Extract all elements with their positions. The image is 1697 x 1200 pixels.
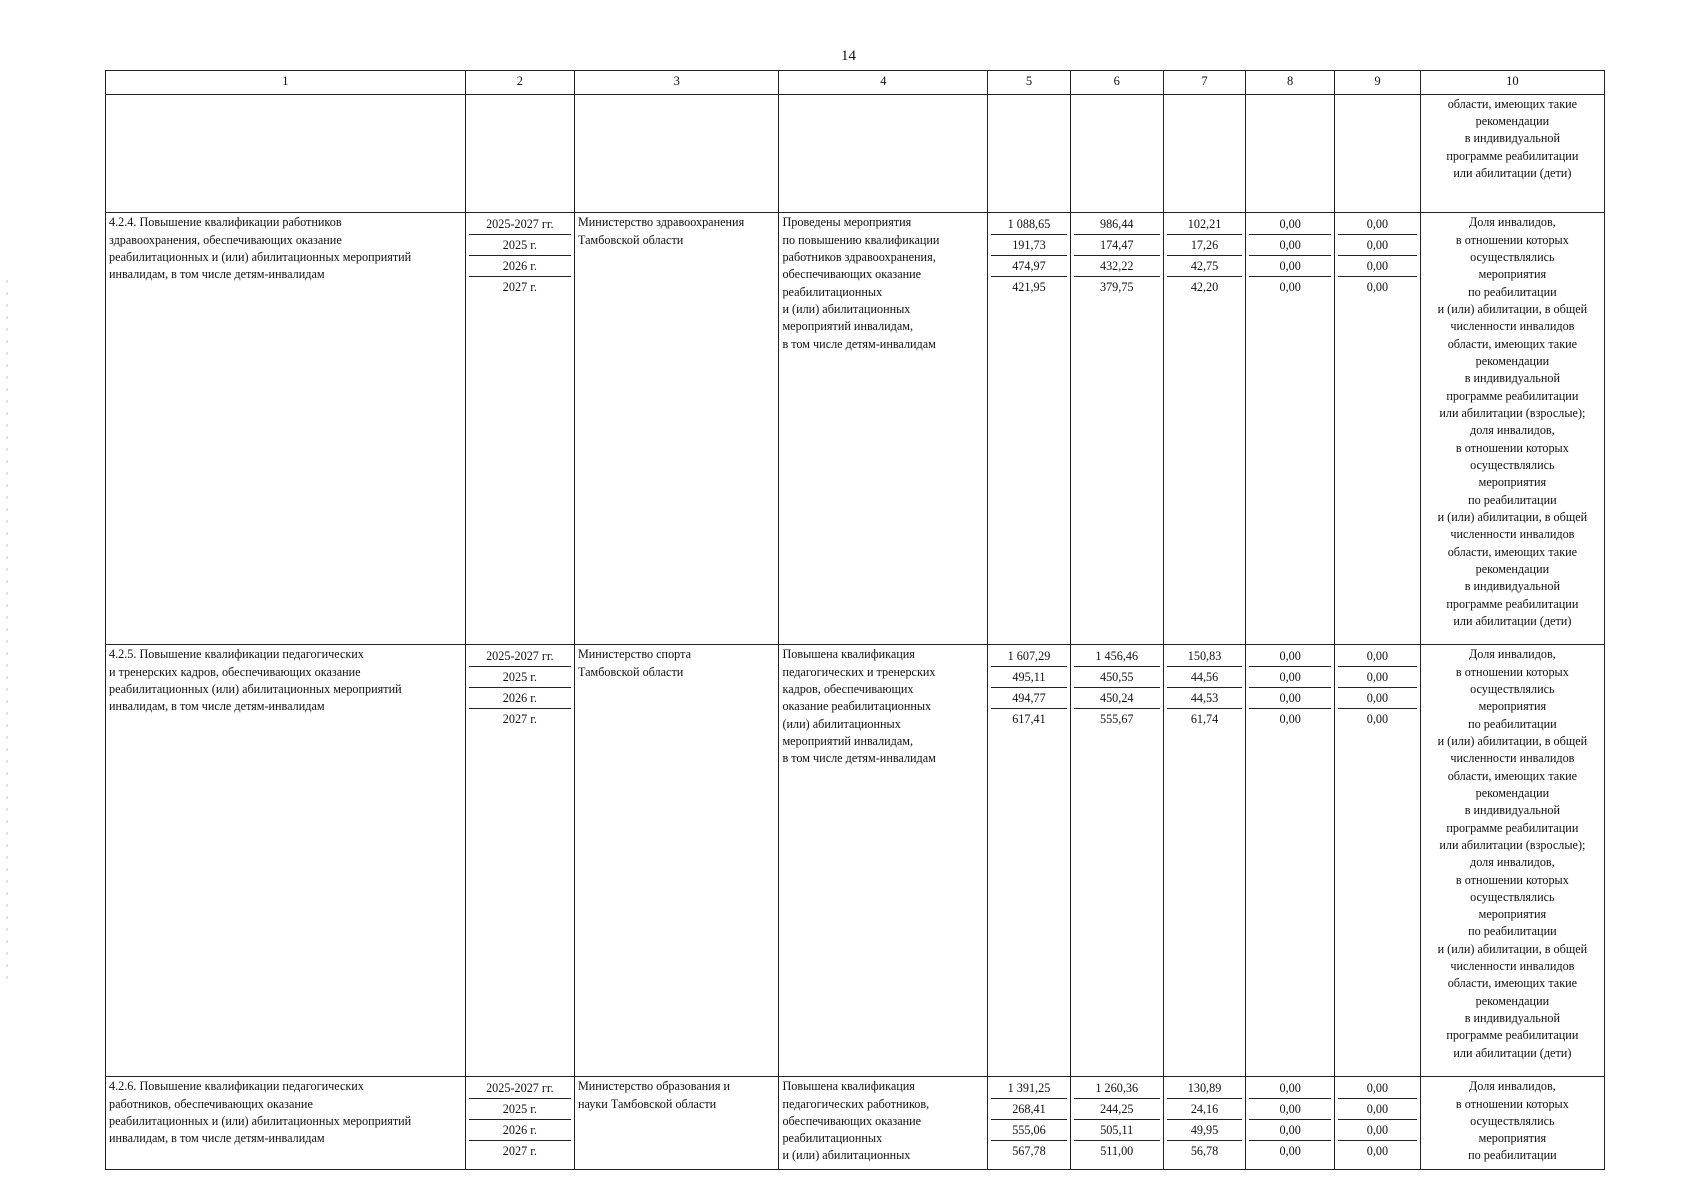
result-cell (779, 645, 988, 1077)
funding-value: 0,00 (1338, 667, 1417, 688)
indicator-line: мероприятия (1478, 907, 1547, 922)
funding-value: 0,00 (1249, 646, 1331, 667)
indicator-line: области, имеющих такие (1447, 96, 1578, 111)
indicator-line: области, имеющих такие (1447, 544, 1578, 559)
executor-line: науки Тамбовской области (577, 1096, 717, 1111)
indicator-line: программе реабилитации (1446, 388, 1579, 403)
funding-cell-7 (1163, 213, 1245, 645)
indicator-line: численности инвалидов (1450, 959, 1575, 974)
indicator-line: доля инвалидов, (1470, 855, 1555, 870)
indicator-line: численности инвалидов (1450, 527, 1575, 542)
indicator-cell (1420, 213, 1604, 645)
result-cell (779, 1077, 988, 1170)
funding-value: 150,83 (1167, 646, 1242, 667)
result-line: оказание реабилитационных (782, 699, 932, 714)
indicator-line: мероприятия (1478, 699, 1547, 714)
result-line: обеспечивающих оказание (782, 267, 922, 282)
funding-value: 0,00 (1338, 688, 1417, 709)
indicator-line: и (или) абилитации, в общей (1437, 301, 1588, 316)
funding-value: 495,11 (991, 667, 1066, 688)
executor-cell (574, 645, 779, 1077)
funding-value: 0,00 (1338, 1099, 1417, 1120)
result-line: реабилитационных (782, 1131, 883, 1146)
funding-cell-8 (1246, 645, 1335, 1077)
result-line: педагогических и тренерских (782, 664, 936, 679)
indicator-line: рекомендации (1475, 561, 1550, 576)
executor-cell (574, 213, 779, 645)
result-line: Повышена квалификация (782, 647, 915, 662)
indicator-line: или абилитации (дети) (1453, 166, 1572, 181)
indicator-line: в отношении которых (1455, 872, 1569, 887)
indicator-line: программе реабилитации (1446, 1028, 1579, 1043)
funding-value: 0,00 (1338, 1120, 1417, 1141)
period-value: 2025-2027 гг. (469, 1078, 571, 1099)
indicator-line: и (или) абилитации, в общей (1437, 733, 1588, 748)
result-line: и (или) абилитационных (782, 1148, 911, 1163)
funding-value: 450,55 (1074, 667, 1160, 688)
funding-value: 986,44 (1074, 214, 1160, 235)
funding-cell-6 (1070, 645, 1163, 1077)
funding-value: 450,24 (1074, 688, 1160, 709)
funding-value: 432,22 (1074, 256, 1160, 277)
activity-row-4-2-6 (106, 1077, 1605, 1170)
indicator-line: рекомендации (1475, 993, 1550, 1008)
executor-line: Тамбовской области (577, 232, 684, 247)
indicator-line: или абилитации (дети) (1453, 613, 1572, 628)
funding-value: 191,73 (991, 235, 1066, 256)
funding-value: 379,75 (1099, 280, 1134, 295)
result-line: кадров, обеспечивающих (782, 681, 914, 696)
indicator-line: осуществлялись (1470, 249, 1555, 264)
funding-value: 0,00 (1249, 667, 1331, 688)
funding-value: 244,25 (1074, 1099, 1160, 1120)
funding-value: 474,97 (991, 256, 1066, 277)
indicator-line: численности инвалидов (1450, 751, 1575, 766)
result-line: в том числе детям-инвалидам (782, 751, 936, 766)
program-table (105, 70, 1605, 1170)
period-value: 2026 г. (469, 256, 571, 277)
funding-value: 0,00 (1338, 256, 1417, 277)
period-value: 2025 г. (469, 667, 571, 688)
funding-value: 0,00 (1279, 712, 1301, 727)
page-number: 14 (841, 48, 856, 64)
funding-value: 1 088,65 (991, 214, 1066, 235)
column-number-9: 9 (1335, 71, 1421, 95)
period-value: 2026 г. (469, 688, 571, 709)
result-line: работников здравоохранения, (782, 249, 936, 264)
indicator-line: в отношении которых (1455, 440, 1569, 455)
funding-cell-9 (1335, 213, 1421, 645)
funding-value: 24,16 (1167, 1099, 1242, 1120)
result-line: мероприятий инвалидам, (782, 733, 914, 748)
column-number-2: 2 (465, 71, 574, 95)
funding-value: 494,77 (991, 688, 1066, 709)
period-value: 2025-2027 гг. (469, 646, 571, 667)
indicator-line: программе реабилитации (1446, 148, 1579, 163)
funding-value: 0,00 (1249, 214, 1331, 235)
funding-value: 0,00 (1366, 280, 1389, 295)
result-line: Повышена квалификация (782, 1079, 915, 1094)
indicator-line: мероприятия (1478, 267, 1547, 282)
indicator-line: осуществлялись (1470, 1113, 1555, 1128)
funding-value: 1 607,29 (991, 646, 1066, 667)
activity-row-4-2-4 (106, 213, 1605, 645)
result-line: по повышению квалификации (782, 232, 940, 247)
executor-cell (574, 1077, 779, 1170)
activity-title-line: 4.2.5. Повышение квалификации педагогических (109, 647, 364, 662)
funding-value: 505,11 (1074, 1120, 1160, 1141)
column-number-7: 7 (1163, 71, 1245, 95)
funding-value: 0,00 (1366, 1144, 1389, 1159)
column-number-6: 6 (1070, 71, 1163, 95)
funding-cell-9 (1335, 645, 1421, 1077)
indicator-line: области, имеющих такие (1447, 336, 1578, 351)
funding-value: 567,78 (1012, 1144, 1046, 1159)
activity-rows (106, 213, 1605, 1170)
executor-line: Министерство здравоохранения (577, 215, 745, 230)
activity-title-line: здравоохранения, обеспечивающих оказание (109, 232, 342, 247)
indicator-line: рекомендации (1475, 785, 1550, 800)
indicator-line: по реабилитации (1468, 492, 1557, 507)
funding-cell-7 (1163, 645, 1245, 1077)
funding-value: 17,26 (1167, 235, 1242, 256)
result-line: мероприятий инвалидам, (782, 319, 914, 334)
indicator-line: или абилитации (дети) (1453, 1045, 1572, 1060)
funding-value: 555,67 (1099, 712, 1134, 727)
funding-value: 0,00 (1249, 1120, 1331, 1141)
indicator-line: по реабилитации (1468, 716, 1557, 731)
funding-value: 1 456,46 (1074, 646, 1160, 667)
executor-line: Министерство образования и (577, 1079, 730, 1094)
activity-row-4-2-5 (106, 645, 1605, 1077)
funding-value: 0,00 (1338, 214, 1417, 235)
indicator-line: области, имеющих такие (1447, 768, 1578, 783)
indicator-line: в отношении которых (1455, 664, 1569, 679)
funding-value: 61,74 (1190, 712, 1219, 727)
column-number-1: 1 (106, 71, 466, 95)
executor-line: Министерство спорта (577, 647, 691, 662)
indicator-line: осуществлялись (1470, 681, 1555, 696)
indicator-line: по реабилитации (1468, 1148, 1557, 1163)
period-value: 2025 г. (469, 1099, 571, 1120)
funding-value: 174,47 (1074, 235, 1160, 256)
result-line: педагогических работников, (782, 1096, 930, 1111)
activity-title-line: реабилитационных и (или) абилитационных мероприятий (109, 1113, 412, 1128)
funding-value: 511,00 (1100, 1144, 1134, 1159)
indicator-line: Доля инвалидов, (1468, 647, 1556, 662)
funding-value: 268,41 (991, 1099, 1066, 1120)
period-value: 2027 г. (502, 712, 537, 727)
column-number-8: 8 (1246, 71, 1335, 95)
result-cell (779, 213, 988, 645)
activity-title-line: и тренерских кадров, обеспечивающих оказание (109, 664, 361, 679)
indicator-line: в индивидуальной (1464, 579, 1561, 594)
funding-value: 0,00 (1366, 712, 1389, 727)
funding-value: 0,00 (1249, 256, 1331, 277)
activity-title-line: реабилитационных (или) абилитационных мероприятий (109, 681, 402, 696)
column-number-4: 4 (779, 71, 988, 95)
funding-value: 0,00 (1338, 235, 1417, 256)
funding-value: 102,21 (1167, 214, 1242, 235)
activity-title-cell (106, 1077, 466, 1170)
activity-title-line: инвалидам, в том числе детям-инвалидам (109, 1131, 325, 1146)
activity-title-cell (106, 645, 466, 1077)
column-number-header-row (106, 71, 1605, 95)
period-value: 2025 г. (469, 235, 571, 256)
funding-value: 42,75 (1167, 256, 1242, 277)
period-value: 2026 г. (469, 1120, 571, 1141)
indicator-line: по реабилитации (1468, 924, 1557, 939)
indicator-line: программе реабилитации (1446, 820, 1579, 835)
funding-value: 0,00 (1249, 235, 1331, 256)
funding-cell-9 (1335, 1077, 1421, 1170)
indicator-line: осуществлялись (1470, 889, 1555, 904)
funding-value: 130,89 (1167, 1078, 1242, 1099)
indicator-line: осуществлялись (1470, 457, 1555, 472)
activity-title-line: 4.2.4. Повышение квалификации работников (109, 215, 342, 230)
period-value: 2025-2027 гг. (469, 214, 571, 235)
executor-line: Тамбовской области (577, 664, 684, 679)
activity-title-cell (106, 213, 466, 645)
indicator-line: или абилитации (взрослые); (1439, 837, 1586, 852)
activity-title-line: инвалидам, в том числе детям-инвалидам (109, 699, 325, 714)
period-value: 2027 г. (502, 1144, 537, 1159)
indicator-line: и (или) абилитации, в общей (1437, 509, 1588, 524)
activity-title-line: реабилитационных и (или) абилитационных мероприятий (109, 249, 412, 264)
continuation-row (106, 94, 1605, 213)
funding-value: 0,00 (1249, 1099, 1331, 1120)
funding-value: 0,00 (1338, 1078, 1417, 1099)
funding-value: 0,00 (1249, 688, 1331, 709)
indicator-line: численности инвалидов (1450, 319, 1575, 334)
funding-cell-5 (988, 645, 1070, 1077)
indicator-line: доля инвалидов, (1470, 423, 1555, 438)
result-line: и (или) абилитационных (782, 301, 911, 316)
column-number-10: 10 (1420, 71, 1604, 95)
funding-cell-6 (1070, 213, 1163, 645)
indicator-line: рекомендации (1475, 353, 1550, 368)
funding-value: 56,78 (1190, 1144, 1219, 1159)
period-value: 2027 г. (502, 280, 537, 295)
indicator-line: в индивидуальной (1464, 131, 1561, 146)
indicator-cell (1420, 1077, 1604, 1170)
scan-edge-artifact (6, 280, 8, 980)
funding-value: 617,41 (1012, 712, 1046, 727)
indicator-line: программе реабилитации (1446, 596, 1579, 611)
funding-value: 0,00 (1249, 1078, 1331, 1099)
indicator-line: Доля инвалидов, (1468, 215, 1556, 230)
continued-indicator-cell (1420, 94, 1604, 213)
period-cell (465, 1077, 574, 1170)
result-line: в том числе детям-инвалидам (782, 336, 936, 351)
column-number-5: 5 (988, 71, 1070, 95)
activity-title-line: инвалидам, в том числе детям-инвалидам (109, 267, 325, 282)
period-cell (465, 213, 574, 645)
result-line: реабилитационных (782, 284, 883, 299)
funding-value: 0,00 (1279, 280, 1301, 295)
funding-value: 1 260,36 (1074, 1078, 1160, 1099)
funding-value: 1 391,25 (991, 1078, 1066, 1099)
result-line: обеспечивающих оказание (782, 1113, 922, 1128)
funding-value: 555,06 (991, 1120, 1066, 1141)
indicator-line: в отношении которых (1455, 232, 1569, 247)
indicator-line: в индивидуальной (1464, 803, 1561, 818)
funding-value: 49,95 (1167, 1120, 1242, 1141)
result-line: Проведены мероприятия (782, 215, 912, 230)
funding-cell-6 (1070, 1077, 1163, 1170)
funding-cell-8 (1246, 213, 1335, 645)
activity-title-line: работников, обеспечивающих оказание (109, 1096, 313, 1111)
indicator-line: по реабилитации (1468, 284, 1557, 299)
column-number-3: 3 (574, 71, 779, 95)
indicator-line: области, имеющих такие (1447, 976, 1578, 991)
indicator-line: в отношении которых (1455, 1096, 1569, 1111)
indicator-line: мероприятия (1478, 1131, 1547, 1146)
funding-cell-7 (1163, 1077, 1245, 1170)
funding-cell-5 (988, 1077, 1070, 1170)
result-line: (или) абилитационных (782, 716, 901, 731)
funding-value: 421,95 (1012, 280, 1046, 295)
funding-value: 0,00 (1338, 646, 1417, 667)
funding-cell-8 (1246, 1077, 1335, 1170)
activity-title-line: 4.2.6. Повышение квалификации педагогических (109, 1079, 364, 1094)
indicator-line: рекомендации (1475, 114, 1550, 129)
funding-value: 0,00 (1279, 1144, 1301, 1159)
indicator-line: мероприятия (1478, 475, 1547, 490)
indicator-line: в индивидуальной (1464, 1011, 1561, 1026)
indicator-cell (1420, 645, 1604, 1077)
funding-value: 44,53 (1167, 688, 1242, 709)
funding-value: 42,20 (1190, 280, 1219, 295)
indicator-line: или абилитации (взрослые); (1439, 405, 1586, 420)
indicator-line: Доля инвалидов, (1468, 1079, 1556, 1094)
period-cell (465, 645, 574, 1077)
indicator-line: в индивидуальной (1464, 371, 1561, 386)
funding-cell-5 (988, 213, 1070, 645)
funding-value: 44,56 (1167, 667, 1242, 688)
indicator-line: и (или) абилитации, в общей (1437, 941, 1588, 956)
